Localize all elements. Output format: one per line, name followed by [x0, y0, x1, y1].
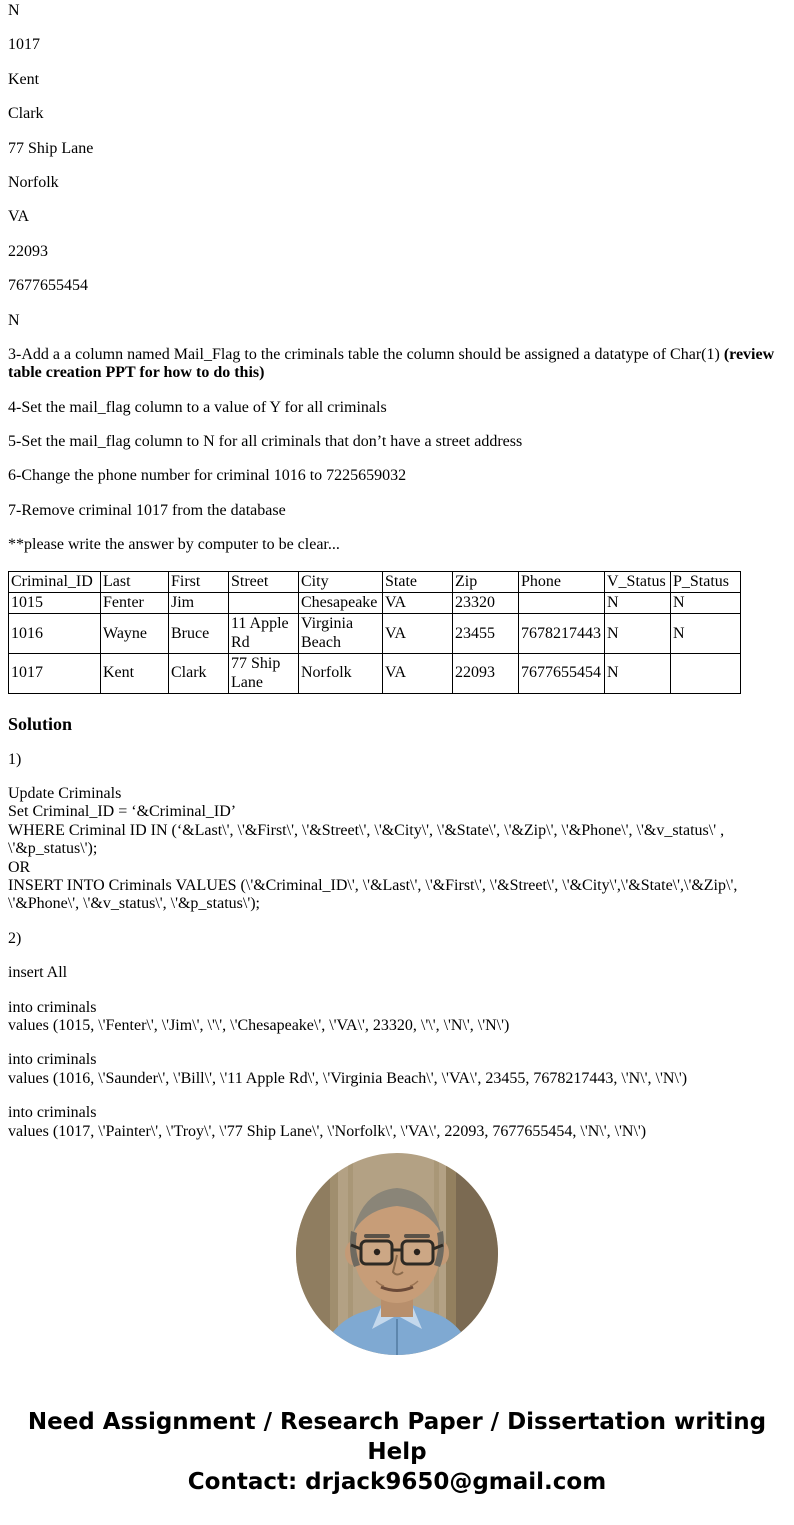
- footer-heading: Need Assignment / Research Paper / Dissertation writing Help: [27, 1409, 767, 1465]
- table-cell: Fenter: [101, 593, 169, 614]
- table-cell: 1016: [9, 614, 101, 654]
- table-row: [9, 654, 741, 694]
- answer-value-line: N: [8, 2, 20, 19]
- table-header-row: [9, 571, 741, 592]
- column-header: Street: [229, 571, 299, 592]
- table-cell: [519, 593, 605, 614]
- column-header: State: [383, 571, 453, 592]
- column-header: City: [299, 571, 383, 592]
- column-header: Zip: [453, 571, 519, 592]
- answer-value-line: 77 Ship Lane: [8, 139, 94, 157]
- answer-value-line: Kent: [8, 70, 40, 88]
- table-cell: 7678217443: [519, 614, 605, 654]
- table-cell: 77 Ship Lane: [229, 654, 299, 694]
- table-cell: 1017: [9, 654, 101, 694]
- sql-line: Set Criminal_ID = ‘&Criminal_ID’: [8, 803, 237, 821]
- column-header: P_Status: [671, 571, 741, 592]
- table-cell: Clark: [169, 654, 229, 694]
- insert-values-line: values (1015, \'Fenter\', \'Jim\', \'\', \'Chesapeake\', \'VA\', 23320, \'\', \'N\', \'N\'): [8, 1016, 510, 1034]
- table-cell: VA: [383, 654, 453, 694]
- insert-values-line: values (1016, \'Saunder\', \'Bill\', \'11 Apple Rd\', \'Virginia Beach\', \'VA\', 23455, 7678217443, \'N\', \'N\'): [8, 1069, 688, 1087]
- table-cell: [671, 654, 741, 694]
- table-cell: N: [605, 593, 671, 614]
- insert-into-line: into criminals: [8, 998, 97, 1016]
- table-row: [9, 614, 741, 654]
- solution-part-2-label: 2): [8, 929, 22, 947]
- table-cell: 23320: [453, 593, 519, 614]
- solution-heading: Solution: [8, 713, 73, 734]
- table-cell: Virginia Beach: [299, 614, 383, 654]
- profile-photo-section: [0, 1153, 794, 1355]
- sql-line: WHERE Criminal ID IN (‘&Last\', \'&First\', \'&Street\', \'&City\', \'&State\', \'&Zip\', \'&Phone\', \'&v_status\' , \'&p_status\');: [8, 821, 725, 858]
- table-cell: VA: [383, 614, 453, 654]
- table-cell: Bruce: [169, 614, 229, 654]
- solution-part-1-label: 1): [8, 750, 22, 768]
- instruction-step-3-bold: (review table creation PPT for how to do this): [8, 345, 775, 382]
- insert-into-line: into criminals: [8, 1104, 97, 1122]
- table-cell: N: [605, 614, 671, 654]
- document-content: [0, 2, 794, 1140]
- instruction-step-7: 7-Remove criminal 1017 from the database: [8, 501, 286, 519]
- table-cell: N: [671, 614, 741, 654]
- table-cell: 22093: [453, 654, 519, 694]
- answer-value-line: N: [8, 311, 20, 329]
- table-cell: N: [671, 593, 741, 614]
- instruction-step-5: 5-Set the mail_flag column to N for all criminals that don’t have a street address: [8, 433, 523, 451]
- insert-values-line: values (1017, \'Painter\', \'Troy\', \'77 Ship Lane\', \'Norfolk\', \'VA\', 22093, 7677655454, \'N\', \'N\'): [8, 1122, 647, 1140]
- column-header: V_Status: [605, 571, 671, 592]
- table-cell: Kent: [101, 654, 169, 694]
- sql-line: INSERT INTO Criminals VALUES (\'&Criminal_ID\', \'&Last\', \'&First\', \'&Street\', \'&City\',\'&State\',\'&Zip\', \'&Phone\', \'&v_status\', \'&p_status\');: [8, 877, 738, 913]
- answer-value-line: Clark: [8, 105, 44, 123]
- answer-value-line: Norfolk: [8, 173, 59, 191]
- insert-all-line: insert All: [8, 964, 68, 982]
- footer-ad: [0, 1407, 794, 1497]
- criminals-table: [8, 571, 741, 694]
- footer-contact-email: Contact: drjack9650@gmail.com: [187, 1469, 607, 1495]
- insert-into-line: into criminals: [8, 1051, 97, 1069]
- insert-block: [8, 1051, 786, 1088]
- column-header: First: [169, 571, 229, 592]
- table-cell: 23455: [453, 614, 519, 654]
- answer-value-line: 1017: [8, 36, 40, 54]
- instruction-note: **please write the answer by computer to be clear...: [8, 536, 340, 554]
- table-row: [9, 593, 741, 614]
- instruction-step-3: [8, 346, 786, 383]
- column-header: Phone: [519, 571, 605, 592]
- table-cell: 11 Apple Rd: [229, 614, 299, 654]
- answer-value-line: 22093: [8, 242, 48, 260]
- table-cell: VA: [383, 593, 453, 614]
- table-cell: N: [605, 654, 671, 694]
- instruction-step-6: 6-Change the phone number for criminal 1016 to 7225659032: [8, 467, 407, 485]
- table-cell: Wayne: [101, 614, 169, 654]
- tutor-photo: [296, 1153, 498, 1355]
- document-page: [0, 2, 794, 1525]
- instruction-step-4: 4-Set the mail_flag column to a value of Y for all criminals: [8, 398, 387, 416]
- table-cell: 1015: [9, 593, 101, 614]
- answer-value-line: VA: [8, 208, 30, 226]
- sql-line: OR: [8, 858, 31, 876]
- column-header: Criminal_ID: [9, 571, 101, 592]
- insert-block: [8, 1104, 786, 1141]
- instruction-step-3-text: 3-Add a a column named Mail_Flag to the criminals table the column should be assigned a datatype of Char(1): [8, 345, 724, 363]
- sql-line: Update Criminals: [8, 785, 122, 803]
- table-cell: Chesapeake: [299, 593, 383, 614]
- answer-value-line: 7677655454: [8, 277, 88, 295]
- table-cell: 7677655454: [519, 654, 605, 694]
- insert-block: [8, 999, 786, 1036]
- sql-update-block: [8, 785, 786, 914]
- table-cell: [229, 593, 299, 614]
- table-cell: Jim: [169, 593, 229, 614]
- column-header: Last: [101, 571, 169, 592]
- table-cell: Norfolk: [299, 654, 383, 694]
